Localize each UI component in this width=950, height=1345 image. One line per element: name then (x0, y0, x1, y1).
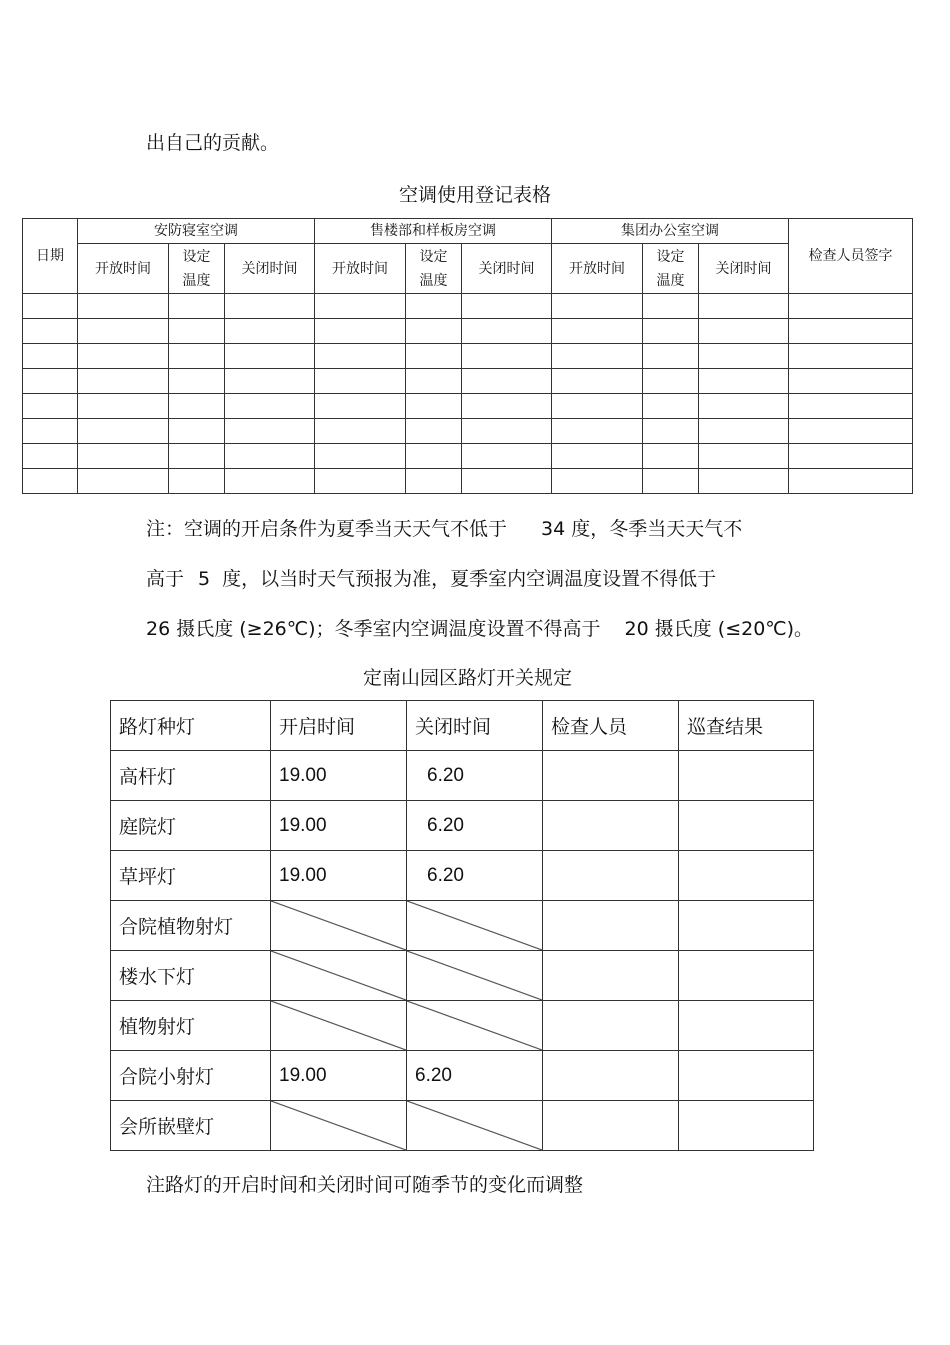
header-inspector: 检查人员 (543, 701, 679, 751)
open-time-cell (271, 901, 407, 951)
ac-note-line1-b: 34 度，冬季当天天气不 (541, 518, 743, 540)
close-time-cell: 6.20 (407, 801, 543, 851)
empty-cell (78, 419, 169, 444)
table-row (111, 1051, 814, 1101)
empty-cell (225, 419, 315, 444)
empty-cell (169, 319, 225, 344)
close-time-cell (407, 1001, 543, 1051)
empty-cell (699, 319, 789, 344)
empty-cell (225, 394, 315, 419)
empty-cell (169, 344, 225, 369)
empty-cell (406, 294, 462, 319)
empty-cell (78, 344, 169, 369)
slash-mark (407, 951, 542, 1000)
close-time-cell: 6.20 (407, 751, 543, 801)
empty-cell (552, 469, 643, 494)
inspector-cell (543, 801, 679, 851)
empty-cell (406, 319, 462, 344)
date-header: 日期 (23, 219, 78, 294)
ac-note-line2 (146, 564, 716, 591)
empty-cell (699, 344, 789, 369)
empty-cell (225, 444, 315, 469)
table-row (111, 851, 814, 901)
set-temp-line2: 温度 (419, 272, 448, 289)
light-type-cell: 高杆灯 (111, 751, 271, 801)
light-type-cell: 草坪灯 (111, 851, 271, 901)
inspection-result-cell (679, 751, 814, 801)
empty-cell (699, 294, 789, 319)
inspection-result-cell (679, 1101, 814, 1151)
header-close-time: 关闭时间 (407, 701, 543, 751)
table-row (111, 951, 814, 1001)
close-time-cell (407, 901, 543, 951)
light-type-cell: 合院植物射灯 (111, 901, 271, 951)
close-time-header: 关闭时间 (462, 244, 552, 294)
empty-cell (699, 419, 789, 444)
inspection-result-cell (679, 901, 814, 951)
empty-cell (552, 444, 643, 469)
empty-cell (643, 294, 699, 319)
empty-cell (23, 319, 78, 344)
empty-cell (552, 294, 643, 319)
group-header-group-office: 集团办公室空调 (552, 219, 789, 244)
ac-note-line2-c: 度，以当时天气预报为准，夏季室内空调温度设置不得低于 (222, 568, 717, 590)
empty-cell (315, 319, 406, 344)
set-temp-header (406, 244, 462, 294)
inspection-result-cell (679, 1001, 814, 1051)
empty-cell (23, 444, 78, 469)
empty-cell (169, 369, 225, 394)
inspector-cell (543, 951, 679, 1001)
close-time-cell (407, 1101, 543, 1151)
empty-cell (23, 469, 78, 494)
slash-mark (271, 901, 406, 950)
empty-cell (643, 319, 699, 344)
empty-cell (225, 344, 315, 369)
empty-cell (643, 469, 699, 494)
empty-cell (552, 344, 643, 369)
light-type-cell: 庭院灯 (111, 801, 271, 851)
set-temp-header (169, 244, 225, 294)
empty-cell (789, 319, 913, 344)
inspector-cell (543, 1101, 679, 1151)
empty-cell (406, 444, 462, 469)
ac-note-line3-b: 20 摄氏度 (≤20℃)。 (624, 618, 814, 640)
light-type-cell: 会所嵌壁灯 (111, 1101, 271, 1151)
light-type-cell: 合院小射灯 (111, 1051, 271, 1101)
table-row (23, 394, 913, 419)
set-temp-header (643, 244, 699, 294)
group-header-sales-office: 售楼部和样板房空调 (315, 219, 552, 244)
header-light-type: 路灯种灯 (111, 701, 271, 751)
close-time-cell: 6.20 (407, 1051, 543, 1101)
close-time-header: 关闭时间 (699, 244, 789, 294)
empty-cell (643, 369, 699, 394)
table-row (23, 444, 913, 469)
empty-cell (699, 469, 789, 494)
empty-cell (78, 469, 169, 494)
empty-cell (643, 419, 699, 444)
empty-cell (552, 419, 643, 444)
empty-cell (462, 444, 552, 469)
empty-cell (225, 469, 315, 494)
empty-cell (315, 369, 406, 394)
slash-mark (271, 1001, 406, 1050)
light-type-cell: 植物射灯 (111, 1001, 271, 1051)
empty-cell (552, 369, 643, 394)
empty-cell (462, 394, 552, 419)
empty-cell (78, 369, 169, 394)
ac-note-line2-b: 5 (198, 568, 211, 590)
close-time-header: 关闭时间 (225, 244, 315, 294)
open-time-cell: 19.00 (271, 1051, 407, 1101)
empty-cell (406, 469, 462, 494)
empty-cell (315, 344, 406, 369)
empty-cell (315, 419, 406, 444)
empty-cell (169, 419, 225, 444)
empty-cell (406, 344, 462, 369)
empty-cell (789, 294, 913, 319)
empty-cell (315, 394, 406, 419)
ac-note-line2-a: 高于 (146, 568, 185, 590)
empty-cell (315, 444, 406, 469)
table-row (23, 369, 913, 394)
inspector-signature-header: 检查人员签字 (789, 219, 913, 294)
empty-cell (23, 294, 78, 319)
empty-cell (23, 419, 78, 444)
empty-cell (552, 394, 643, 419)
empty-cell (315, 469, 406, 494)
empty-cell (78, 294, 169, 319)
inspection-result-cell (679, 1051, 814, 1101)
empty-cell (78, 444, 169, 469)
slash-mark (407, 901, 542, 950)
set-temp-line1: 设定 (656, 248, 685, 265)
ac-note-line3-a: 26 摄氏度 (≥26℃)；冬季室内空调温度设置不得高于 (146, 618, 601, 640)
ac-note-line1-a: 注：空调的开启条件为夏季当天天气不低于 (146, 518, 508, 540)
empty-cell (406, 369, 462, 394)
empty-cell (23, 394, 78, 419)
light-type-cell: 楼水下灯 (111, 951, 271, 1001)
empty-cell (462, 294, 552, 319)
table-row (111, 801, 814, 851)
ac-note-line3 (146, 614, 813, 641)
ac-usage-table (22, 218, 913, 494)
intro-text: 出自己的贡献。 (146, 132, 280, 154)
open-time-cell (271, 951, 407, 1001)
set-temp-line1: 设定 (182, 248, 211, 265)
empty-cell (78, 319, 169, 344)
open-time-header: 开放时间 (78, 244, 169, 294)
open-time-cell: 19.00 (271, 851, 407, 901)
table-row (23, 319, 913, 344)
empty-cell (169, 444, 225, 469)
open-time-cell: 19.00 (271, 751, 407, 801)
empty-cell (462, 369, 552, 394)
empty-cell (789, 469, 913, 494)
header-open-time: 开启时间 (271, 701, 407, 751)
empty-cell (169, 394, 225, 419)
empty-cell (23, 369, 78, 394)
empty-cell (643, 394, 699, 419)
empty-cell (225, 319, 315, 344)
empty-cell (169, 469, 225, 494)
empty-cell (789, 344, 913, 369)
set-temp-line1: 设定 (419, 248, 448, 265)
empty-cell (23, 344, 78, 369)
table-row (23, 344, 913, 369)
set-temp-line2: 温度 (656, 272, 685, 289)
header-inspection-result: 巡查结果 (679, 701, 814, 751)
table-row (23, 294, 913, 319)
inspection-result-cell (679, 801, 814, 851)
street-light-table (110, 700, 814, 1151)
empty-cell (169, 294, 225, 319)
close-time-cell (407, 951, 543, 1001)
slash-mark (407, 1101, 542, 1150)
empty-cell (789, 394, 913, 419)
light-note: 注路灯的开启时间和关闭时间可随季节的变化而调整 (146, 1174, 584, 1196)
ac-note-line1 (146, 514, 742, 541)
group-header-security-dorm: 安防寝室空调 (78, 219, 315, 244)
empty-cell (699, 394, 789, 419)
slash-mark (407, 1001, 542, 1050)
empty-cell (552, 319, 643, 344)
table-row (111, 1101, 814, 1151)
inspector-cell (543, 901, 679, 951)
table-row (111, 1001, 814, 1051)
slash-mark (271, 951, 406, 1000)
open-time-cell: 19.00 (271, 801, 407, 851)
close-time-cell: 6.20 (407, 851, 543, 901)
empty-cell (406, 419, 462, 444)
empty-cell (789, 444, 913, 469)
open-time-header: 开放时间 (552, 244, 643, 294)
table-row (23, 469, 913, 494)
open-time-cell (271, 1101, 407, 1151)
empty-cell (406, 394, 462, 419)
set-temp-line2: 温度 (182, 272, 211, 289)
inspection-result-cell (679, 951, 814, 1001)
empty-cell (643, 344, 699, 369)
empty-cell (462, 419, 552, 444)
empty-cell (789, 369, 913, 394)
empty-cell (462, 469, 552, 494)
light-table-title: 定南山园区路灯开关规定 (362, 667, 572, 689)
empty-cell (699, 444, 789, 469)
empty-cell (462, 319, 552, 344)
table-row (111, 751, 814, 801)
inspector-cell (543, 751, 679, 801)
empty-cell (789, 419, 913, 444)
empty-cell (78, 394, 169, 419)
empty-cell (643, 444, 699, 469)
inspector-cell (543, 1051, 679, 1101)
inspector-cell (543, 851, 679, 901)
slash-mark (271, 1101, 406, 1150)
inspection-result-cell (679, 851, 814, 901)
empty-cell (699, 369, 789, 394)
empty-cell (225, 294, 315, 319)
empty-cell (315, 294, 406, 319)
inspector-cell (543, 1001, 679, 1051)
empty-cell (225, 369, 315, 394)
open-time-cell (271, 1001, 407, 1051)
table-row (111, 901, 814, 951)
open-time-header: 开放时间 (315, 244, 406, 294)
ac-table-title: 空调使用登记表格 (398, 184, 551, 206)
empty-cell (462, 344, 552, 369)
table-row (23, 419, 913, 444)
